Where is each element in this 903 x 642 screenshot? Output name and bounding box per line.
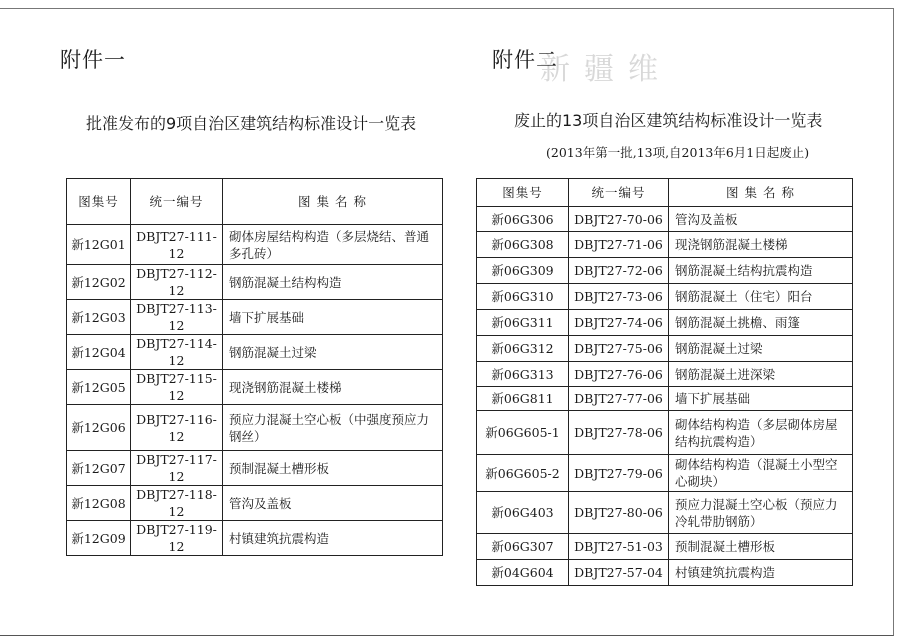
cell-name: 管沟及盖板 <box>223 486 443 521</box>
cell-name: 预应力混凝土空心板（中强度预应力钢丝） <box>223 405 443 451</box>
table-row <box>477 492 853 534</box>
left-table-header <box>67 179 443 225</box>
table-row <box>477 336 853 362</box>
table-row <box>477 387 853 411</box>
header-name: 图 集 名 称 <box>669 179 853 207</box>
cell-code: DBJT27-112-12 <box>131 265 223 300</box>
right-title: 废止的13项自治区建筑结构标准设计一览表 <box>514 111 823 130</box>
cell-atlas-no: 新12G08 <box>67 486 131 521</box>
cell-name: 村镇建筑抗震构造 <box>223 521 443 556</box>
table-row <box>67 521 443 556</box>
cell-atlas-no: 新06G308 <box>477 232 569 258</box>
cell-code: DBJT27-80-06 <box>569 492 669 534</box>
cell-atlas-no: 新06G309 <box>477 258 569 284</box>
table-row <box>67 486 443 521</box>
header-no: 图集号 <box>67 179 131 225</box>
cell-atlas-no: 新06G605-2 <box>477 455 569 492</box>
cell-atlas-no: 新06G312 <box>477 336 569 362</box>
cell-name: 预制混凝土槽形板 <box>669 534 853 560</box>
cell-name: 钢筋混凝土进深梁 <box>669 362 853 387</box>
cell-name: 砌体结构构造（混凝土小型空心砌块） <box>669 455 853 492</box>
left-title: 批准发布的9项自治区建筑结构标准设计一览表 <box>86 114 417 133</box>
cell-code: DBJT27-73-06 <box>569 284 669 310</box>
cell-atlas-no: 新12G01 <box>67 225 131 265</box>
cell-code: DBJT27-114-12 <box>131 335 223 370</box>
cell-atlas-no: 新06G310 <box>477 284 569 310</box>
cell-atlas-no: 新12G04 <box>67 335 131 370</box>
cell-atlas-no: 新06G605-1 <box>477 411 569 455</box>
table-row <box>477 310 853 336</box>
cell-atlas-no: 新06G311 <box>477 310 569 336</box>
cell-atlas-no: 新06G313 <box>477 362 569 387</box>
cell-name: 现浇钢筋混凝土楼梯 <box>669 232 853 258</box>
cell-atlas-no: 新12G03 <box>67 300 131 335</box>
cell-code: DBJT27-111-12 <box>131 225 223 265</box>
table-row <box>477 362 853 387</box>
right-heading: 附件二 <box>492 48 558 72</box>
table-row <box>477 258 853 284</box>
cell-code: DBJT27-116-12 <box>131 405 223 451</box>
cell-name: 砌体结构构造（多层砌体房屋结构抗震构造） <box>669 411 853 455</box>
cell-code: DBJT27-119-12 <box>131 521 223 556</box>
right-subtitle: (2013年第一批,13项,自2013年6月1日起废止) <box>546 145 810 160</box>
header-no: 图集号 <box>477 179 569 207</box>
cell-name: 墙下扩展基础 <box>223 300 443 335</box>
cell-name: 现浇钢筋混凝土楼梯 <box>223 370 443 405</box>
table-row <box>477 560 853 586</box>
left-table <box>66 178 443 556</box>
cell-code: DBJT27-113-12 <box>131 300 223 335</box>
cell-code: DBJT27-77-06 <box>569 387 669 411</box>
table-row <box>67 225 443 265</box>
table-row <box>67 370 443 405</box>
table-row <box>477 284 853 310</box>
cell-name: 预应力混凝土空心板（预应力冷轧带肋钢筋） <box>669 492 853 534</box>
cell-name: 预制混凝土槽形板 <box>223 451 443 486</box>
header-name: 图 集 名 称 <box>223 179 443 225</box>
cell-code: DBJT27-79-06 <box>569 455 669 492</box>
cell-code: DBJT27-118-12 <box>131 486 223 521</box>
table-row <box>67 405 443 451</box>
table-row <box>477 232 853 258</box>
cell-code: DBJT27-117-12 <box>131 451 223 486</box>
cell-name: 钢筋混凝土过梁 <box>669 336 853 362</box>
cell-atlas-no: 新06G306 <box>477 207 569 232</box>
table-row <box>67 265 443 300</box>
cell-code: DBJT27-51-03 <box>569 534 669 560</box>
table-row <box>477 411 853 455</box>
cell-code: DBJT27-115-12 <box>131 370 223 405</box>
table-row <box>477 207 853 232</box>
cell-atlas-no: 新06G403 <box>477 492 569 534</box>
cell-name: 钢筋混凝土结构构造 <box>223 265 443 300</box>
left-heading: 附件一 <box>60 48 126 72</box>
cell-code: DBJT27-78-06 <box>569 411 669 455</box>
cell-code: DBJT27-75-06 <box>569 336 669 362</box>
cell-atlas-no: 新04G604 <box>477 560 569 586</box>
cell-atlas-no: 新12G06 <box>67 405 131 451</box>
watermark: 新疆维 <box>540 52 672 87</box>
cell-atlas-no: 新12G05 <box>67 370 131 405</box>
cell-name: 墙下扩展基础 <box>669 387 853 411</box>
header-code: 统一编号 <box>569 179 669 207</box>
cell-name: 村镇建筑抗震构造 <box>669 560 853 586</box>
cell-atlas-no: 新06G811 <box>477 387 569 411</box>
cell-name: 钢筋混凝土（住宅）阳台 <box>669 284 853 310</box>
header-code: 统一编号 <box>131 179 223 225</box>
cell-atlas-no: 新12G02 <box>67 265 131 300</box>
table-row <box>67 451 443 486</box>
table-row <box>477 455 853 492</box>
right-table-header <box>477 179 853 207</box>
cell-code: DBJT27-76-06 <box>569 362 669 387</box>
table-row <box>67 335 443 370</box>
cell-name: 管沟及盖板 <box>669 207 853 232</box>
cell-atlas-no: 新12G07 <box>67 451 131 486</box>
table-row <box>67 300 443 335</box>
cell-code: DBJT27-70-06 <box>569 207 669 232</box>
table-row <box>477 534 853 560</box>
cell-name: 钢筋混凝土结构抗震构造 <box>669 258 853 284</box>
cell-atlas-no: 新12G09 <box>67 521 131 556</box>
cell-name: 砌体房屋结构构造（多层烧结、普通多孔砖） <box>223 225 443 265</box>
cell-code: DBJT27-71-06 <box>569 232 669 258</box>
cell-atlas-no: 新06G307 <box>477 534 569 560</box>
right-table <box>476 178 853 586</box>
cell-name: 钢筋混凝土挑檐、雨篷 <box>669 310 853 336</box>
cell-code: DBJT27-57-04 <box>569 560 669 586</box>
cell-name: 钢筋混凝土过梁 <box>223 335 443 370</box>
cell-code: DBJT27-74-06 <box>569 310 669 336</box>
cell-code: DBJT27-72-06 <box>569 258 669 284</box>
